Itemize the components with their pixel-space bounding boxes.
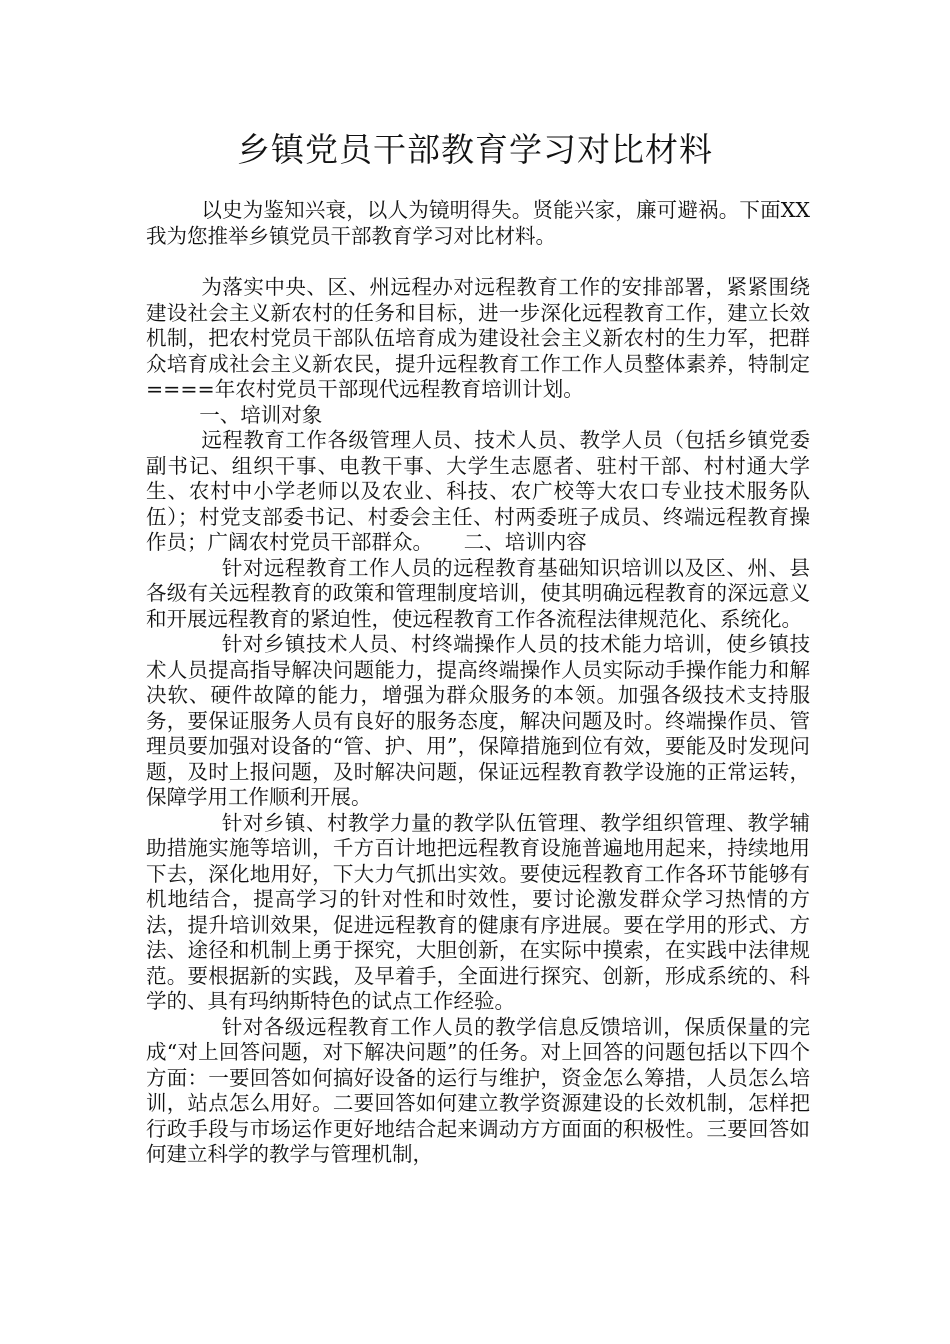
paragraph-6: 针对各级远程教育工作人员的教学信息反馈培训，保质保量的完成“对上回答问题，对下解决问题”的任务。对上回答的问题包括以下四个方面：一要回答如何搞好设备的运行与维护，资金怎么筹措，人员怎么培训，站点怎么用好。二要回答如何建立教学资源建设的长效机制，怎样把行政手段与市场运作更好地结合起来调动方方面面的积极性。三要回答如何建立科学的教学与管理机制， [146, 1014, 810, 1166]
paragraph-gap [146, 249, 810, 275]
document-body [146, 198, 810, 1168]
document-title: 乡镇党员干部教育学习对比材料 [237, 130, 713, 169]
intro-paragraph: 以史为鉴知兴衰，以人为镜明得失。贤能兴家，廉可避祸。下面XX我为您推举乡镇党员干部教育学习对比材料。 [146, 198, 810, 248]
paragraph-2: 远程教育工作各级管理人员、技术人员、教学人员（包括乡镇党委副书记、组织干事、电教干事、大学生志愿者、驻村干部、村村通大学生、农村中小学老师以及农业、科技、农广校等大农口专业技术服务队伍）；村党支部委书记、村委会主任、村两委班子成员、终端远程教育操作员；广阔农村党员干部群众。 二、培训内容 [146, 428, 810, 554]
paragraph-5: 针对乡镇、村教学力量的教学队伍管理、教学组织管理、教学辅助措施实施等培训，千方百计地把远程教育设施普遍地用起来，持续地用下去，深化地用好，下大力气抓出实效。要使远程教育工作各环节能够有机地结合，提高学习的针对性和时效性，要讨论激发群众学习热情的方法，提升培训效果，促进远程教育的健康有序进展。要在学用的形式、方法、途径和机制上勇于探究，大胆创新，在实际中摸索，在实践中法律规范。要根据新的实践，及早着手，全面进行探究、创新，形成系统的、科学的、具有玛纳斯特色的试点工作经验。 [146, 810, 810, 1013]
section-heading-1: 一、培训对象 [199, 402, 323, 427]
paragraph-4: 针对乡镇技术人员、村终端操作人员的技术能力培训，使乡镇技术人员提高指导解决问题能力，提高终端操作人员实际动手操作能力和解决软、硬件故障的能力，增强为群众服务的本领。加强各级技术支持服务，要保证服务人员有良好的服务态度，解决问题及时。终端操作员、管理员要加强对设备的“管、护、用”，保障措施到位有效，要能及时发现问题，及时上报问题，及时解决问题，保证远程教育教学设施的正常运转，保障学用工作顺利开展。 [146, 632, 810, 809]
paragraph-1: 为落实中央、区、州远程办对远程教育工作的安排部署，紧紧围绕建设社会主义新农村的任务和目标，进一步深化远程教育工作，建立长效机制，把农村党员干部队伍培育成为建设社会主义新农村的生力军，把群众培育成社会主义新农民，提升远程教育工作工作人员整体素养，特制定====年农村党员干部现代远程教育培训计划。 [146, 275, 810, 401]
paragraph-3: 针对远程教育工作人员的远程教育基础知识培训以及区、州、县各级有关远程教育的政策和管理制度培训，使其明确远程教育的深远意义和开展远程教育的紧迫性，使远程教育工作各流程法律规范化、系统化。 [146, 555, 810, 631]
